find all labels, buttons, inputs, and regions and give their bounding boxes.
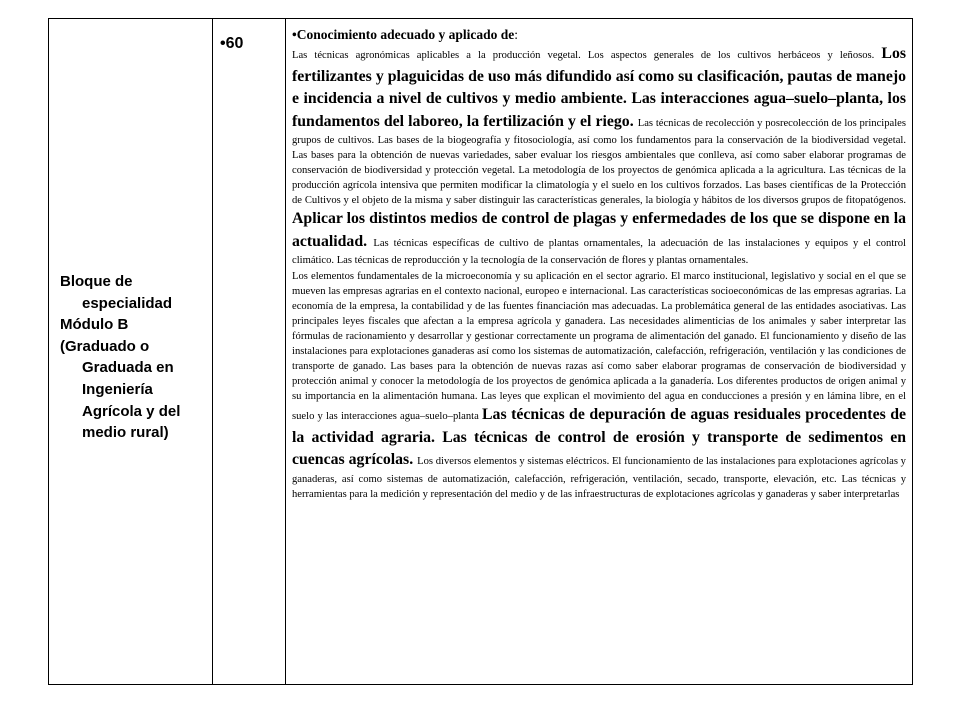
text-run: Las técnicas agronómicas aplicables a la producción vegetal. Los aspectos generales de los cultivos herbáceos y leñosos. [292, 50, 882, 61]
competence-paragraph-1 [292, 43, 906, 269]
credits-cell [213, 19, 285, 684]
text-run: Los diversos elementos y sistemas eléctricos. El funcionamiento de las instalaciones para explotaciones agrícolas y ganaderas, así como sistemas de automatización, calefacción, refrigeración, ventilación, secado, transporte, elevación, etc. Las técnicas y herramientas para la medición y representación del medio y de las infraestructuras de explotaciones agrícolas y ganaderas y saber interpretarlas [292, 456, 906, 500]
heading-text: •Conocimiento adecuado y aplicado de [292, 27, 515, 42]
module-line: medio rural) [82, 424, 169, 442]
emphasis-run: Aplicar los distintos medios de control de plagas y enfermedades de los que se dispone en la actualidad. [292, 210, 906, 250]
emphasis-run: Los fertilizantes y plaguicidas de uso más difundido así como su clasificación, pautas de manejo e incidencia a nivel de cultivos y medio ambiente. Las interacciones agua–suelo–planta, los fundamentos del laboreo, la fertilización y el riego. [292, 45, 906, 130]
text-run: Los elementos fundamentales de la microeconomía y su aplicación en el sector agrario. El marco institucional, legislativo y social en el que se mueven las empresas agrarias en el contexto nacional, europeo e internacional. Las características socioeconómicas de las empresas agrarias. La economía de la empresa, la contabilidad y de las fuentes financiación mas adecuadas. La problemática general de las entidades asociativas. Las principales leyes fiscales que afectan a la empresa agrícola y ganadera. Las necesidades alimenticias de los animales y saber interpretar las fórmulas de racionamiento y desarrollar y gestionar correctamente un programa de alimentación del ganado. El funcionamiento y diseño de las instalaciones para explotaciones ganaderas así como los sistemas de automatización, calefacción, refrigeración, ventilación y las condiciones de transporte de ganado. Las bases para la obtención de nuevas razas así como saber elaborar programas de conservación de biodiversidad y protección animal y conocer la metodología de los proyectos de genómica aplicada a la ganadería. Los diferentes productos de origen animal y su importancia en la alimentación humana. Las leyes que explican el movimiento del agua en conducciones a presión y en lámina libre, en el suelo y las interacciones agua–suelo–planta [292, 270, 906, 423]
text-run: Las técnicas de recolección y posrecolección de los principales grupos de cultivos. Las bases de la biogeografía y fitosociología, así como los fundamentos para la conservación de la biodiversidad vegetal. Las bases para la obtención de nuevas variedades, saber evaluar los riesgos ambientales que conlleva, así como saber elaborar programas de conservación de biodiversidad y protección vegetal. La metodología de los proyectos de genómica aplicada a la agricultura. Las técnicas de la producción agrícola intensiva que permiten modificar la climatología y el suelo en los cultivos forzados. Las bases científicas de la Protección de Cultivos y el objeto de la misma y saber distinguir las características generales, la biología y hábitos de los diversos grupos de fitopatógenos. [292, 117, 906, 207]
module-line: Bloque de [60, 273, 133, 290]
module-line: especialidad [82, 294, 173, 312]
credits-value: •60 [220, 35, 244, 52]
module-line: Módulo B [60, 316, 129, 334]
competence-heading [292, 27, 906, 43]
module-cell [49, 19, 212, 684]
text-run: Las técnicas específicas de cultivo de plantas ornamentales, la adecuación de las instalaciones y equipos y el control climático. Las técnicas de reproducción y la tecnología de la conservación de flores y plantas ornamentales. [292, 237, 906, 267]
competence-cell [286, 19, 912, 684]
emphasis-run: Las técnicas de depuración de aguas residuales procedentes de la actividad agraria. Las técnicas de control de erosión y transporte de sedimentos en cuencas agrícolas. [292, 406, 906, 469]
module-line: Ingeniería [82, 380, 153, 398]
module-line: (Graduado o [60, 337, 150, 355]
module-line: Graduada en [82, 359, 174, 377]
heading-colon: : [514, 27, 519, 42]
module-name [60, 271, 210, 444]
curriculum-table [48, 18, 913, 685]
competence-paragraph-2 [292, 269, 906, 503]
module-line: Agrícola y del [82, 402, 181, 420]
